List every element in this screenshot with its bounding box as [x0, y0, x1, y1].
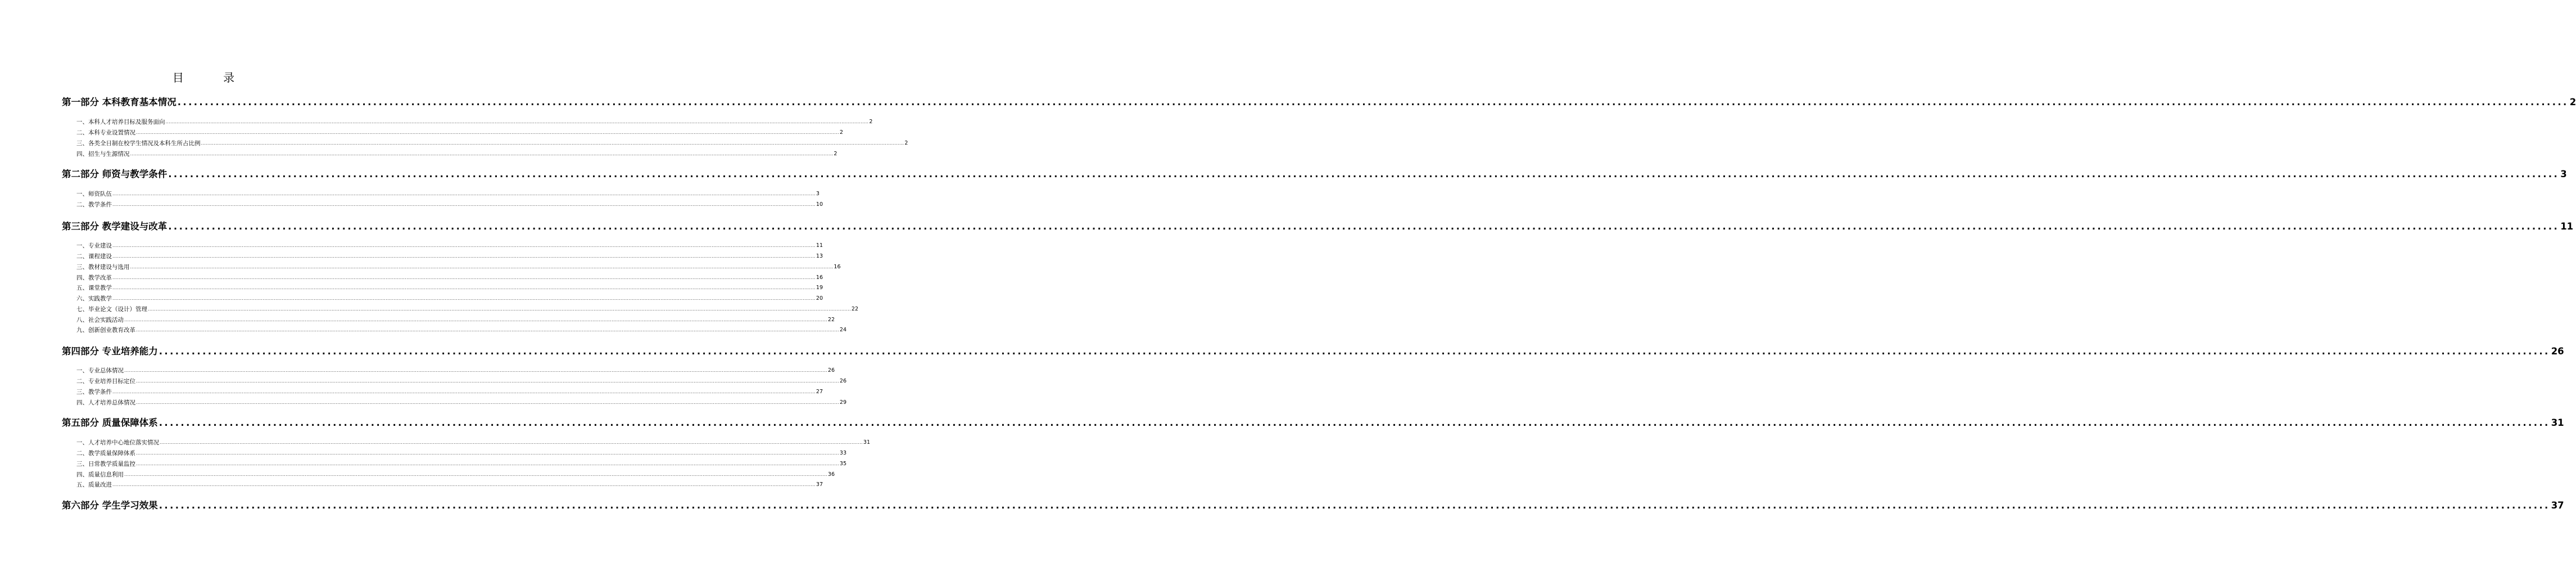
dot-leader: ........................................................................................................................................................................................................................................................................................................................................................................................................................................................: [136, 400, 839, 405]
dot-leader: ........................................................................................................................................................................................................................................................................................................................................................................................................................................................: [124, 317, 827, 322]
toc-part-3[interactable]: [62, 220, 2574, 233]
item-label: 三、日常教学质量监控: [76, 461, 135, 467]
toc-item[interactable]: [76, 294, 823, 303]
item-page: 3: [816, 191, 820, 197]
item-page: 11: [816, 242, 823, 249]
item-page: 19: [816, 285, 823, 291]
item-label: 四、招生与生源情况: [76, 151, 130, 158]
dot-leader: ........................................................................................................................................................................................................................................................................................................................................................................................................................................................: [136, 461, 839, 466]
item-label: 四、质量信息利用: [76, 471, 124, 478]
toc-item[interactable]: [76, 398, 846, 407]
item-page: 20: [816, 295, 823, 302]
dot-leader: ........................................................................................................................................................................................................................................................................................................................................................................................................................................................: [112, 482, 816, 487]
part-page: 31: [2551, 417, 2564, 428]
toc-part-2[interactable]: [62, 168, 2567, 181]
item-label: 二、教学条件: [76, 201, 112, 208]
part-page: 37: [2551, 500, 2564, 511]
toc-item[interactable]: [76, 366, 835, 375]
item-page: 31: [863, 439, 870, 446]
toc-item[interactable]: [76, 241, 823, 250]
toc-part-1[interactable]: [62, 96, 2576, 109]
item-page: 24: [839, 327, 846, 333]
toc-part-6[interactable]: [62, 500, 2564, 512]
toc-item[interactable]: [76, 263, 841, 272]
toc-item[interactable]: [76, 438, 870, 447]
item-label: 一、专业总体情况: [76, 367, 124, 374]
toc-item[interactable]: [76, 150, 837, 159]
item-label: 一、本科人才培养目标及服务面向: [76, 119, 165, 125]
item-page: 26: [839, 378, 846, 384]
dot-leader: ........................................................................................................................................................................................................................................................................................................................................................................................................................................................: [160, 440, 863, 445]
part-page: 2: [2569, 97, 2576, 107]
part-label: 第三部分 教学建设与改革: [62, 221, 167, 232]
dot-leader: ........................................................................................................................................................................................................................................................................................................................................................................................................................................................: [159, 417, 2550, 428]
item-page: 36: [827, 471, 835, 478]
dot-leader: ........................................................................................................................................................................................................................................................................................................................................................................................................................................................: [201, 141, 904, 146]
item-page: 10: [816, 201, 823, 208]
dot-leader: ........................................................................................................................................................................................................................................................................................................................................................................................................................................................: [112, 296, 816, 301]
item-label: 五、课堂教学: [76, 285, 112, 291]
item-page: 22: [827, 317, 835, 323]
toc-item[interactable]: [76, 305, 858, 314]
part-page: 11: [2560, 221, 2574, 232]
item-page: 2: [904, 140, 908, 146]
dot-leader: ........................................................................................................................................................................................................................................................................................................................................................................................................................................................: [112, 275, 816, 280]
dot-leader: ........................................................................................................................................................................................................................................................................................................................................................................................................................................................: [112, 191, 816, 196]
dot-leader: ........................................................................................................................................................................................................................................................................................................................................................................................................................................................: [136, 130, 839, 135]
item-page: 16: [834, 264, 841, 270]
item-label: 三、教学条件: [76, 389, 112, 395]
dot-leader: ........................................................................................................................................................................................................................................................................................................................................................................................................................................................: [159, 500, 2550, 511]
item-page: 27: [816, 389, 823, 395]
toc-item[interactable]: [76, 460, 846, 469]
part-label: 第五部分 质量保障体系: [62, 417, 158, 428]
item-label: 二、专业培养目标定位: [76, 378, 135, 385]
item-label: 五、质量改进: [76, 482, 112, 488]
toc-part-4[interactable]: [62, 345, 2564, 358]
dot-leader: ........................................................................................................................................................................................................................................................................................................................................................................................................................................................: [112, 254, 816, 259]
dot-leader: ........................................................................................................................................................................................................................................................................................................................................................................................................................................................: [112, 285, 816, 290]
item-page: 26: [827, 367, 835, 374]
part-label: 第六部分 学生学习效果: [62, 500, 158, 511]
toc-item[interactable]: [76, 470, 835, 479]
dot-leader: ........................................................................................................................................................................................................................................................................................................................................................................................................................................................: [177, 97, 2569, 107]
item-page: 2: [839, 129, 843, 136]
item-label: 三、各类全日制在校学生情况及本科生所占比例: [76, 140, 201, 147]
item-page: 16: [816, 274, 823, 281]
item-page: 2: [869, 119, 873, 125]
toc-part-5[interactable]: [62, 417, 2564, 429]
toc-item[interactable]: [76, 326, 846, 335]
toc-item[interactable]: [76, 118, 873, 127]
item-label: 三、教材建设与选用: [76, 264, 130, 271]
item-page: 35: [839, 461, 846, 467]
toc-item[interactable]: [76, 284, 823, 292]
item-page: 22: [851, 306, 858, 312]
item-label: 二、课程建设: [76, 253, 112, 260]
item-label: 二、教学质量保障体系: [76, 450, 135, 457]
toc-item[interactable]: [76, 480, 823, 489]
item-label: 一、人才培养中心地位落实情况: [76, 439, 159, 446]
part-label: 第四部分 专业培养能力: [62, 346, 158, 357]
dot-leader: ........................................................................................................................................................................................................................................................................................................................................................................................................................................................: [130, 151, 834, 156]
dot-leader: ........................................................................................................................................................................................................................................................................................................................................................................................................................................................: [112, 202, 816, 207]
item-label: 四、教学改革: [76, 274, 112, 281]
toc-item[interactable]: [76, 273, 823, 282]
part-page: 26: [2551, 346, 2564, 357]
toc-item[interactable]: [76, 388, 823, 397]
part-label: 第一部分 本科教育基本情况: [62, 97, 176, 107]
dot-leader: ........................................................................................................................................................................................................................................................................................................................................................................................................................................................: [136, 327, 839, 332]
part-label: 第二部分 师资与教学条件: [62, 169, 167, 179]
dot-leader: ........................................................................................................................................................................................................................................................................................................................................................................................................................................................: [124, 472, 827, 477]
item-label: 一、专业建设: [76, 242, 112, 249]
toc-item[interactable]: [76, 377, 846, 386]
dot-leader: ........................................................................................................................................................................................................................................................................................................................................................................................................................................................: [124, 368, 827, 373]
item-page: 37: [816, 482, 823, 488]
dot-leader: ........................................................................................................................................................................................................................................................................................................................................................................................................................................................: [148, 307, 851, 312]
dot-leader: ........................................................................................................................................................................................................................................................................................................................................................................................................................................................: [136, 451, 839, 456]
dot-leader: ........................................................................................................................................................................................................................................................................................................................................................................................................................................................: [130, 264, 834, 269]
toc-item[interactable]: [76, 449, 846, 458]
toc-item[interactable]: [76, 252, 823, 261]
item-label: 九、创新创业教育改革: [76, 327, 135, 334]
toc-item[interactable]: [76, 200, 823, 209]
item-page: 13: [816, 253, 823, 259]
toc-item[interactable]: [76, 128, 843, 137]
item-page: 29: [839, 399, 846, 406]
toc-item[interactable]: [76, 139, 908, 148]
item-page: 2: [834, 151, 837, 157]
toc-item[interactable]: [76, 190, 820, 199]
dot-leader: ........................................................................................................................................................................................................................................................................................................................................................................................................................................................: [136, 379, 839, 384]
item-label: 四、人才培养总体情况: [76, 399, 135, 406]
part-page: 3: [2560, 169, 2567, 179]
item-label: 八、社会实践活动: [76, 317, 124, 323]
toc-title: 目 录: [172, 71, 253, 84]
item-label: 六、实践教学: [76, 295, 112, 302]
dot-leader: ........................................................................................................................................................................................................................................................................................................................................................................................................................................................: [112, 389, 816, 394]
dot-leader: ........................................................................................................................................................................................................................................................................................................................................................................................................................................................: [168, 221, 2560, 232]
dot-leader: ........................................................................................................................................................................................................................................................................................................................................................................................................................................................: [159, 346, 2550, 357]
item-label: 一、师资队伍: [76, 191, 112, 197]
dot-leader: ........................................................................................................................................................................................................................................................................................................................................................................................................................................................: [165, 119, 869, 124]
item-label: 二、本科专业设置情况: [76, 129, 135, 136]
toc-item[interactable]: [76, 316, 835, 325]
dot-leader: ........................................................................................................................................................................................................................................................................................................................................................................................................................................................: [168, 169, 2560, 179]
item-label: 七、毕业论文（设计）管理: [76, 306, 147, 313]
dot-leader: ........................................................................................................................................................................................................................................................................................................................................................................................................................................................: [112, 243, 816, 248]
item-page: 33: [839, 450, 846, 456]
